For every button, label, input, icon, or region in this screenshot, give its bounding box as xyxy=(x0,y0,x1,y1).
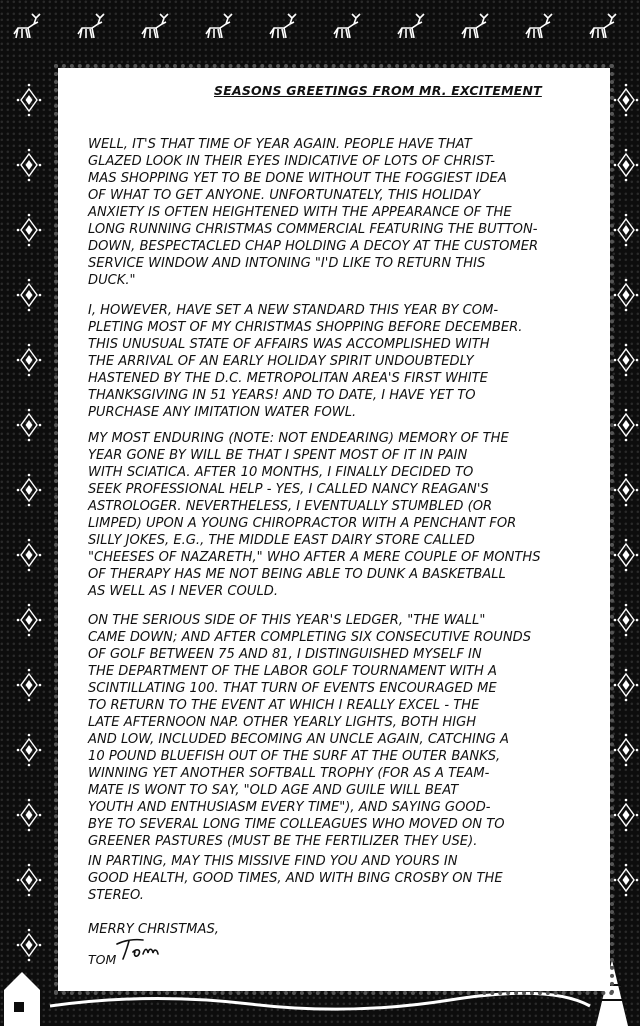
letter-title: SEASONS GREETINGS FROM MR. EXCITEMENT xyxy=(214,83,542,98)
handwritten-signature xyxy=(113,936,173,962)
paragraph-2: I, HOWEVER, HAVE SET A NEW STANDARD THIS YEAR BY COM- PLETING MOST OF MY CHRISTMAS SHOPPING BEFORE DECEMBER. THIS UNUSUAL STATE OF AFFAIRS WAS ACCOMPLISHED WITH THE ARRIVAL OF AN EARLY HOLIDAY SPIRIT UNDOUBTEDLY HASTENED BY THE D.C. METROPOLITAN AREA'S FIRST WHITE THANKSGIVING IN 51 YEARS! AND TO DATE, I HAVE YET TO PURCHASE ANY IMITATION WATER FOWL. xyxy=(88,303,523,420)
paragraph-4: ON THE SERIOUS SIDE OF THIS YEAR'S LEDGER, "THE WALL" CAME DOWN; AND AFTER COMPLETING SIX CONSECUTIVE ROUNDS OF GOLF BETWEEN 75 AND 81, I DISTINGUISHED MYSELF IN THE DEPARTMENT OF THE LABOR GOLF TOURNAMENT WITH A SCINTILLATING 100. THAT TURN OF EVENTS ENCOURAGED ME TO RETURN TO THE EVENT AT WHICH I REALLY EXCEL - THE LATE AFTERNOON NAP. OTHER YEARLY LIGHTS, BOTH HIGH AND LOW, INCLUDED BECOMING AN UNCLE AGAIN, CATCHING A 10 POUND BLUEFISH OUT OF THE SURF AT THE OUTER BANKS, WINNING YET ANOTHER SOFTBALL TROPHY (FOR AS A TEAM- MATE IS WONT TO SAY, "OLD AGE AND GUILE WILL BEAT YOUTH AND ENTHUSIASM EVERY TIME"), AND SAYING GOOD- BYE TO SEVERAL LONG TIME COLLEAGUES WHO MOVED ON TO GREENER PASTURES (MUST BE THE FERTILIZER THEY USE). xyxy=(88,613,532,849)
paragraph-3: MY MOST ENDURING (NOTE: NOT ENDEARING) MEMORY OF THE YEAR GONE BY WILL BE THAT I SPENT MOST OF IT IN PAIN WITH SCIATICA. AFTER 10 MONTHS, I FINALLY DECIDED TO SEEK PROFESSIONAL HELP - YES, I CALLED NANCY REAGAN'S ASTROLOGER. NEVERTHELESS, I EVENTUALLY STUMBLED (OR LIMPED) UPON A YOUNG CHIROPRACTOR WITH A PENCHANT FOR SILLY JOKES, E.G., THE MIDDLE EAST DAIRY STORE CALLED "CHEESES OF NAZARETH," WHO AFTER A MERE COUPLE OF MONTHS OF THERAPY HAS ME NOT BEING ABLE TO DUNK A BASKETBALL AS WELL AS I NEVER COULD. xyxy=(88,431,541,599)
snow-drift xyxy=(50,993,590,1009)
paragraph-5: IN PARTING, MAY THIS MISSIVE FIND YOU AND YOURS IN GOOD HEALTH, GOOD TIMES, AND WITH BING CROSBY ON THE STEREO. xyxy=(88,854,503,903)
reindeer-icon xyxy=(14,14,616,38)
paragraph-1: WELL, IT'S THAT TIME OF YEAR AGAIN. PEOPLE HAVE THAT GLAZED LOOK IN THEIR EYES INDICATIVE OF LOTS OF CHRIST- MAS SHOPPING YET TO BE DONE WITHOUT THE FOGGIEST IDEA OF WHAT TO GET ANYONE. UNFORTUNATELY, THIS HOLIDAY ANXIETY IS OFTEN HEIGHTENED WITH THE APPEARANCE OF THE LONG RUNNING CHRISTMAS COMMERCIAL FEATURING THE BUTTON- DOWN, BESPECTACLED CHAP HOLDING A DECOY AT THE CUSTOMER SERVICE WINDOW AND INTONING "I'D LIKE TO RETURN THIS DUCK." xyxy=(88,137,539,288)
cottage-icon xyxy=(4,972,40,1026)
signoff-name: TOM xyxy=(88,952,117,967)
closing-line: MERRY CHRISTMAS, xyxy=(88,922,219,937)
